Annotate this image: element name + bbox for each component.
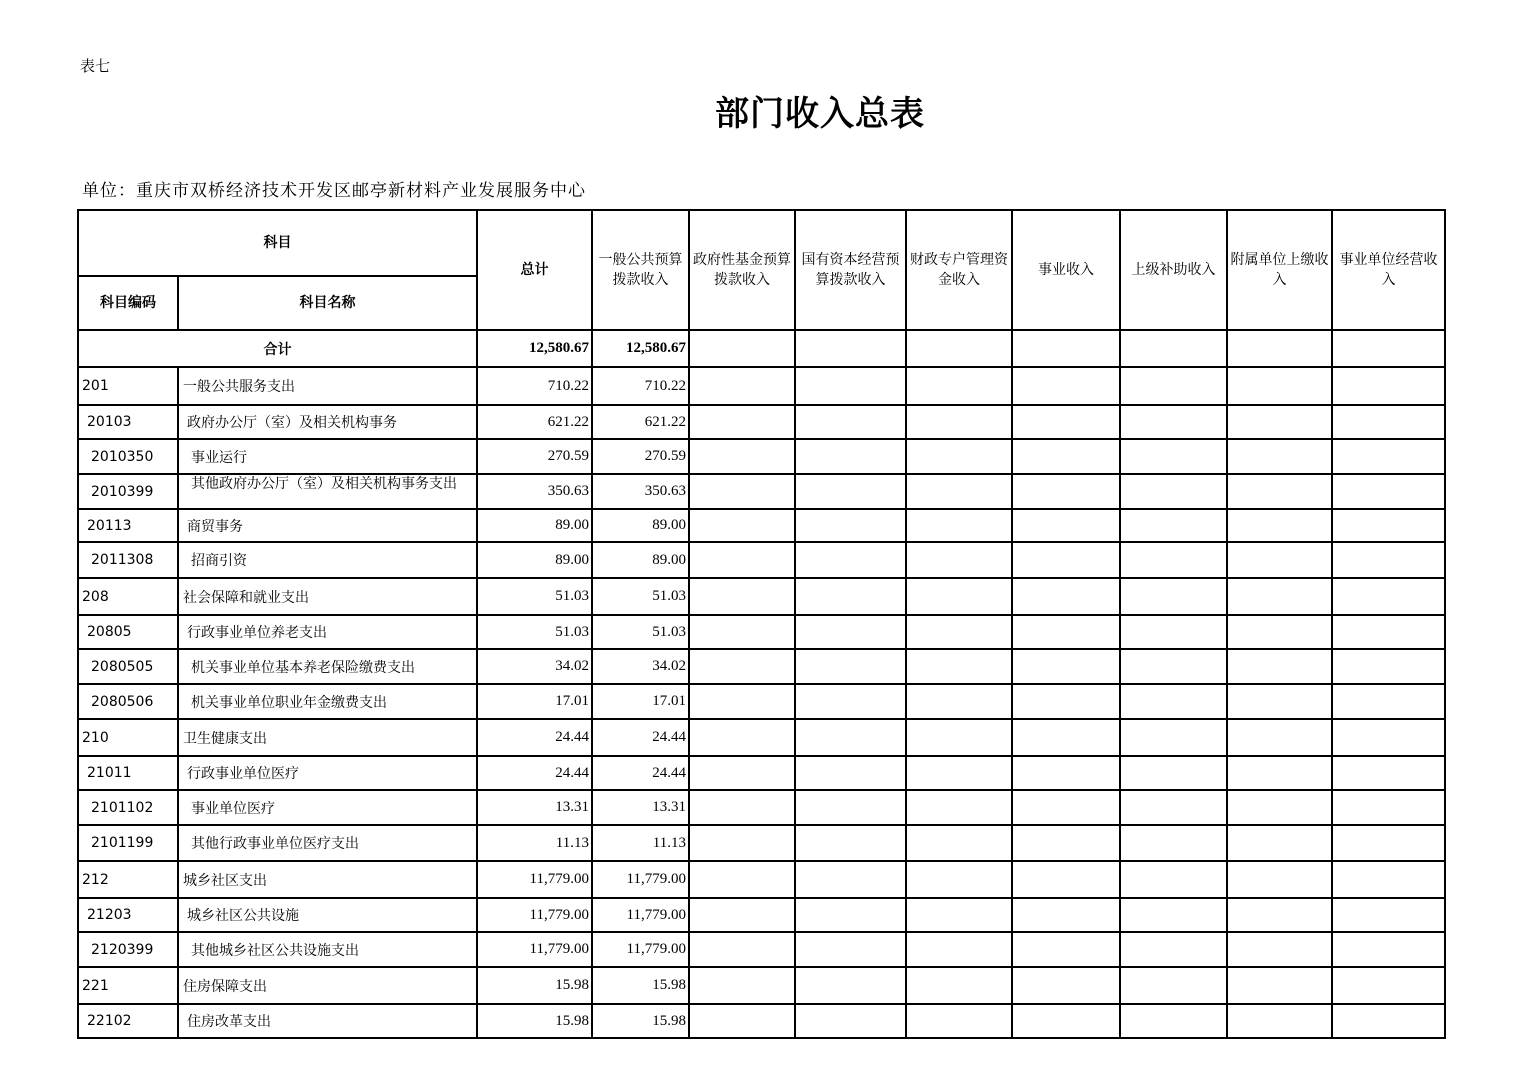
header-business-income: 事业收入	[1012, 210, 1120, 330]
empty-cell	[1227, 790, 1332, 825]
empty-cell	[689, 1004, 795, 1038]
empty-cell	[689, 615, 795, 649]
empty-cell	[1120, 756, 1227, 790]
row-code: 212	[78, 861, 178, 898]
empty-cell	[795, 367, 906, 405]
row-name: 机关事业单位职业年金缴费支出	[178, 684, 477, 719]
table-row	[78, 932, 1445, 967]
row-code: 20103	[78, 405, 178, 439]
empty-cell	[1120, 509, 1227, 542]
empty-cell	[906, 439, 1012, 474]
row-name: 社会保障和就业支出	[178, 578, 477, 615]
empty-cell	[689, 684, 795, 719]
empty-cell	[795, 474, 906, 509]
empty-cell	[795, 615, 906, 649]
empty-cell	[1332, 509, 1445, 542]
row-total: 11,779.00	[477, 932, 592, 967]
empty-cell	[1012, 1004, 1120, 1038]
empty-cell	[689, 756, 795, 790]
empty-cell	[689, 578, 795, 615]
empty-cell	[906, 578, 1012, 615]
empty-cell	[906, 684, 1012, 719]
row-general: 621.22	[592, 405, 689, 439]
empty-cell	[1332, 756, 1445, 790]
empty-cell	[906, 1004, 1012, 1038]
table-row	[78, 474, 1445, 509]
row-code: 2101199	[78, 825, 178, 861]
row-general: 17.01	[592, 684, 689, 719]
empty-cell	[1120, 932, 1227, 967]
empty-cell	[1227, 509, 1332, 542]
header-subject-name: 科目名称	[178, 276, 477, 330]
empty-cell	[906, 967, 1012, 1004]
empty-cell	[1332, 367, 1445, 405]
row-code: 22102	[78, 1004, 178, 1038]
row-total: 11,779.00	[477, 861, 592, 898]
row-name: 其他行政事业单位医疗支出	[178, 825, 477, 861]
row-code: 20805	[78, 615, 178, 649]
row-total: 15.98	[477, 967, 592, 1004]
empty-cell	[1227, 898, 1332, 932]
page-title: 部门收入总表	[715, 94, 925, 134]
empty-cell	[689, 932, 795, 967]
row-name: 行政事业单位养老支出	[178, 615, 477, 649]
empty-cell	[795, 542, 906, 578]
empty-cell	[795, 790, 906, 825]
header-operating-income: 事业单位经营收入	[1332, 210, 1445, 330]
empty-cell	[795, 898, 906, 932]
empty-cell	[689, 649, 795, 684]
empty-cell	[1120, 649, 1227, 684]
empty-cell	[1012, 439, 1120, 474]
empty-cell	[1227, 861, 1332, 898]
table-row	[78, 898, 1445, 932]
empty-cell	[1332, 649, 1445, 684]
table-row	[78, 649, 1445, 684]
empty-cell	[1012, 967, 1120, 1004]
empty-cell	[906, 790, 1012, 825]
empty-cell	[1120, 719, 1227, 756]
header-state-capital: 国有资本经营预算拨款收入	[795, 210, 906, 330]
row-general: 13.31	[592, 790, 689, 825]
row-name: 其他城乡社区公共设施支出	[178, 932, 477, 967]
empty-cell	[689, 967, 795, 1004]
empty-cell	[795, 932, 906, 967]
empty-cell	[1227, 967, 1332, 1004]
row-general: 270.59	[592, 439, 689, 474]
empty-cell	[689, 405, 795, 439]
header-gov-fund: 政府性基金预算拨款收入	[689, 210, 795, 330]
empty-cell	[1332, 967, 1445, 1004]
row-name: 住房改革支出	[178, 1004, 477, 1038]
row-code: 2101102	[78, 790, 178, 825]
row-total: 17.01	[477, 684, 592, 719]
empty-cell	[1120, 542, 1227, 578]
row-general: 51.03	[592, 578, 689, 615]
empty-cell	[1120, 1004, 1227, 1038]
header-total: 总计	[477, 210, 592, 330]
empty-cell	[1012, 719, 1120, 756]
empty-cell	[1012, 756, 1120, 790]
row-code: 2010350	[78, 439, 178, 474]
row-code: 221	[78, 967, 178, 1004]
empty-cell	[1332, 542, 1445, 578]
empty-cell	[1012, 615, 1120, 649]
row-total: 270.59	[477, 439, 592, 474]
empty-cell	[906, 719, 1012, 756]
table-row	[78, 790, 1445, 825]
header-subject-code: 科目编码	[78, 276, 178, 330]
sum-total: 12,580.67	[477, 330, 592, 367]
header-superior-subsidy: 上级补助收入	[1120, 210, 1227, 330]
table-row	[78, 861, 1445, 898]
row-total: 13.31	[477, 790, 592, 825]
empty-cell	[1120, 474, 1227, 509]
empty-cell	[1120, 861, 1227, 898]
table-number-label: 表七	[80, 57, 111, 75]
empty-cell	[1012, 542, 1120, 578]
row-name: 行政事业单位医疗	[178, 756, 477, 790]
row-name: 其他政府办公厅（室）及相关机构事务支出	[178, 474, 477, 509]
empty-cell	[906, 932, 1012, 967]
empty-cell	[1227, 405, 1332, 439]
row-general: 15.98	[592, 967, 689, 1004]
empty-cell	[689, 439, 795, 474]
row-total: 24.44	[477, 756, 592, 790]
empty-cell	[1012, 932, 1120, 967]
empty-cell	[795, 684, 906, 719]
empty-cell	[1332, 825, 1445, 861]
empty-cell	[689, 367, 795, 405]
row-total: 621.22	[477, 405, 592, 439]
row-code: 2080505	[78, 649, 178, 684]
row-code: 2010399	[78, 474, 178, 509]
row-name: 事业单位医疗	[178, 790, 477, 825]
row-code: 2120399	[78, 932, 178, 967]
empty-cell	[795, 439, 906, 474]
row-general: 34.02	[592, 649, 689, 684]
table-row	[78, 542, 1445, 578]
table-row	[78, 509, 1445, 542]
empty-cell	[1332, 932, 1445, 967]
empty-cell	[1332, 861, 1445, 898]
empty-cell	[689, 790, 795, 825]
header-affiliated-payment: 附属单位上缴收入	[1227, 210, 1332, 330]
row-total: 51.03	[477, 615, 592, 649]
empty-cell	[906, 542, 1012, 578]
row-code: 2080506	[78, 684, 178, 719]
empty-cell	[689, 898, 795, 932]
empty-cell	[795, 967, 906, 1004]
empty-cell	[1332, 790, 1445, 825]
row-total: 89.00	[477, 542, 592, 578]
row-general: 710.22	[592, 367, 689, 405]
row-total: 89.00	[477, 509, 592, 542]
row-total: 710.22	[477, 367, 592, 405]
sum-row	[78, 330, 1445, 367]
row-total: 11.13	[477, 825, 592, 861]
row-code: 208	[78, 578, 178, 615]
empty-cell	[1012, 405, 1120, 439]
empty-cell	[1227, 756, 1332, 790]
row-total: 15.98	[477, 1004, 592, 1038]
empty-cell	[689, 474, 795, 509]
row-code: 2011308	[78, 542, 178, 578]
row-general: 89.00	[592, 509, 689, 542]
table-row	[78, 719, 1445, 756]
row-general: 11,779.00	[592, 932, 689, 967]
empty-cell	[906, 861, 1012, 898]
empty-cell	[1332, 898, 1445, 932]
empty-cell	[1332, 684, 1445, 719]
row-total: 11,779.00	[477, 898, 592, 932]
row-code: 201	[78, 367, 178, 405]
empty-cell	[1227, 542, 1332, 578]
empty-cell	[1012, 474, 1120, 509]
empty-cell	[1120, 578, 1227, 615]
row-code: 21203	[78, 898, 178, 932]
row-name: 卫生健康支出	[178, 719, 477, 756]
row-general: 51.03	[592, 615, 689, 649]
empty-cell	[1227, 684, 1332, 719]
empty-cell	[1227, 825, 1332, 861]
row-general: 11,779.00	[592, 898, 689, 932]
empty-cell	[1227, 649, 1332, 684]
empty-cell	[1120, 825, 1227, 861]
empty-cell	[1012, 825, 1120, 861]
empty-cell	[795, 1004, 906, 1038]
empty-cell	[795, 578, 906, 615]
empty-cell	[795, 405, 906, 439]
empty-cell	[795, 649, 906, 684]
row-total: 350.63	[477, 474, 592, 509]
row-total: 34.02	[477, 649, 592, 684]
empty-cell	[1332, 405, 1445, 439]
empty-cell	[1332, 439, 1445, 474]
table-row	[78, 439, 1445, 474]
table-row	[78, 578, 1445, 615]
empty-cell	[1012, 509, 1120, 542]
row-code: 210	[78, 719, 178, 756]
empty-cell	[1227, 719, 1332, 756]
table-row	[78, 684, 1445, 719]
header-special-account: 财政专户管理资金收入	[906, 210, 1012, 330]
empty-cell	[689, 719, 795, 756]
row-name: 城乡社区支出	[178, 861, 477, 898]
row-name: 住房保障支出	[178, 967, 477, 1004]
table-row	[78, 367, 1445, 405]
empty-cell	[906, 405, 1012, 439]
empty-cell	[689, 825, 795, 861]
empty-cell	[689, 542, 795, 578]
empty-cell	[906, 825, 1012, 861]
empty-cell	[1332, 1004, 1445, 1038]
table-row	[78, 967, 1445, 1004]
row-name: 政府办公厅（室）及相关机构事务	[178, 405, 477, 439]
empty-cell	[1120, 405, 1227, 439]
empty-cell	[1012, 861, 1120, 898]
empty-cell	[1012, 898, 1120, 932]
row-name: 机关事业单位基本养老保险缴费支出	[178, 649, 477, 684]
row-general: 11.13	[592, 825, 689, 861]
empty-cell	[1227, 367, 1332, 405]
row-total: 24.44	[477, 719, 592, 756]
empty-cell	[1332, 719, 1445, 756]
row-code: 21011	[78, 756, 178, 790]
empty-cell	[689, 509, 795, 542]
row-general: 24.44	[592, 756, 689, 790]
row-general: 11,779.00	[592, 861, 689, 898]
empty-cell	[1227, 615, 1332, 649]
row-name: 一般公共服务支出	[178, 367, 477, 405]
empty-cell	[1012, 649, 1120, 684]
empty-cell	[1227, 474, 1332, 509]
empty-cell	[1332, 474, 1445, 509]
empty-cell	[1332, 578, 1445, 615]
table-row	[78, 1004, 1445, 1038]
table-row	[78, 825, 1445, 861]
row-total: 51.03	[477, 578, 592, 615]
empty-cell	[1120, 439, 1227, 474]
row-name: 事业运行	[178, 439, 477, 474]
empty-cell	[1012, 367, 1120, 405]
empty-cell	[1120, 367, 1227, 405]
row-name: 招商引资	[178, 542, 477, 578]
empty-cell	[1332, 615, 1445, 649]
header-subject: 科目	[78, 210, 477, 276]
table-row	[78, 756, 1445, 790]
empty-cell	[1120, 967, 1227, 1004]
empty-cell	[1012, 790, 1120, 825]
row-general: 15.98	[592, 1004, 689, 1038]
table-row	[78, 405, 1445, 439]
empty-cell	[795, 825, 906, 861]
row-general: 350.63	[592, 474, 689, 509]
empty-cell	[1012, 684, 1120, 719]
empty-cell	[1012, 578, 1120, 615]
row-name: 城乡社区公共设施	[178, 898, 477, 932]
empty-cell	[906, 756, 1012, 790]
row-code: 20113	[78, 509, 178, 542]
income-summary-table	[77, 209, 1446, 1039]
empty-cell	[1120, 898, 1227, 932]
empty-cell	[1120, 790, 1227, 825]
header-general-budget: 一般公共预算拨款收入	[592, 210, 689, 330]
empty-cell	[906, 898, 1012, 932]
empty-cell	[906, 367, 1012, 405]
empty-cell	[1120, 684, 1227, 719]
empty-cell	[906, 509, 1012, 542]
unit-label: 单位：重庆市双桥经济技术开发区邮亭新材料产业发展服务中心	[82, 181, 586, 201]
empty-cell	[1227, 578, 1332, 615]
empty-cell	[795, 509, 906, 542]
empty-cell	[1227, 932, 1332, 967]
sum-general: 12,580.67	[592, 330, 689, 367]
empty-cell	[1120, 615, 1227, 649]
empty-cell	[1227, 1004, 1332, 1038]
row-general: 89.00	[592, 542, 689, 578]
empty-cell	[689, 861, 795, 898]
empty-cell	[795, 719, 906, 756]
empty-cell	[1227, 439, 1332, 474]
empty-cell	[795, 756, 906, 790]
empty-cell	[906, 615, 1012, 649]
empty-cell	[906, 474, 1012, 509]
row-name: 商贸事务	[178, 509, 477, 542]
empty-cell	[795, 861, 906, 898]
sum-label: 合计	[78, 330, 477, 367]
empty-cell	[906, 649, 1012, 684]
table-row	[78, 615, 1445, 649]
row-general: 24.44	[592, 719, 689, 756]
